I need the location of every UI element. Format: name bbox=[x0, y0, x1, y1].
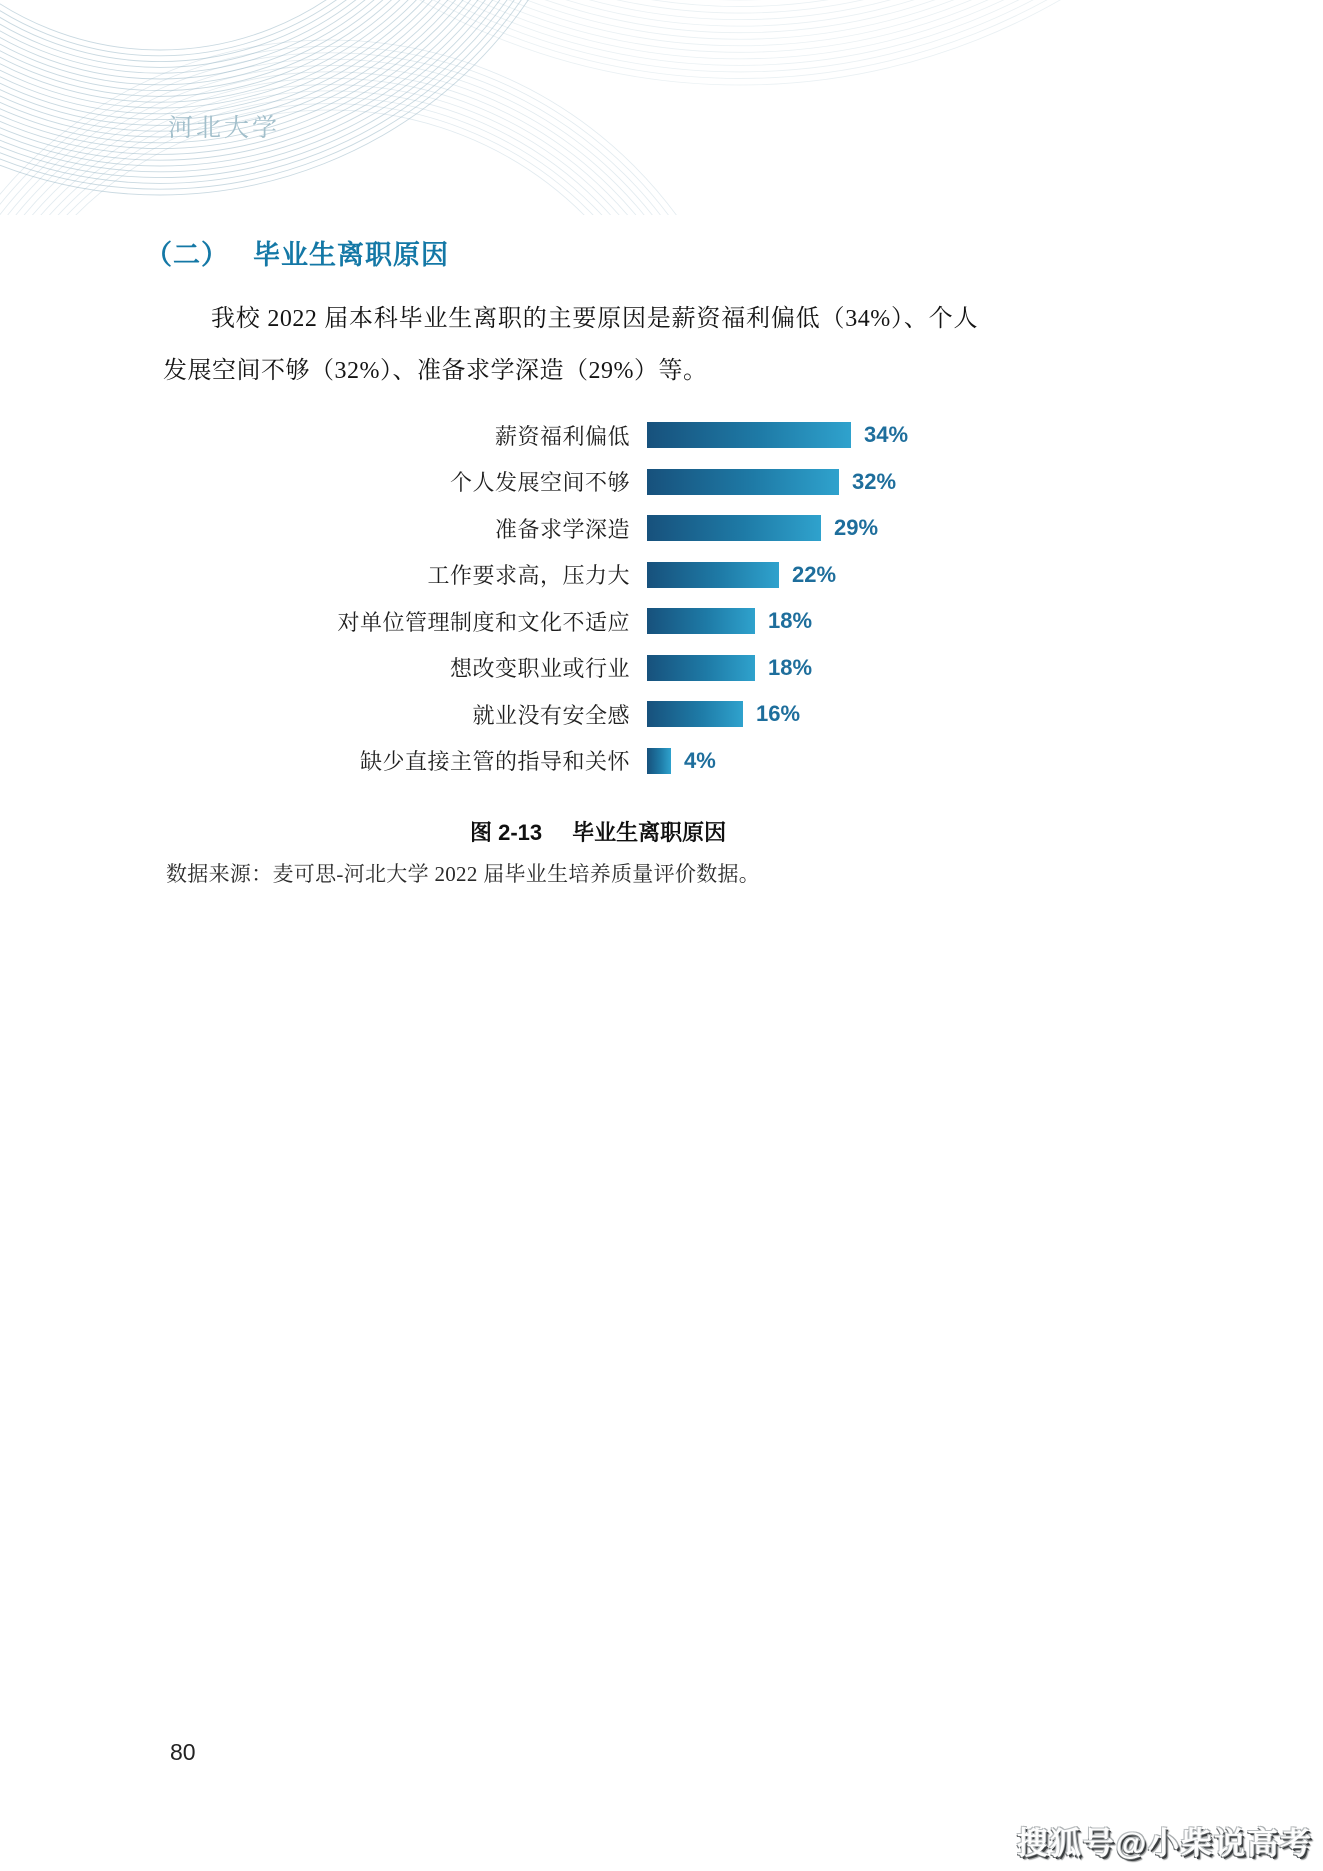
figure-caption bbox=[470, 816, 726, 847]
chart-bar bbox=[647, 701, 743, 727]
page-number: 80 bbox=[170, 1739, 196, 1765]
chart-category-label: 就业没有安全感 bbox=[472, 702, 630, 728]
chart-value-label: 22% bbox=[792, 561, 837, 587]
chart-row bbox=[145, 598, 1175, 645]
chart-bar bbox=[647, 748, 671, 774]
chart-row bbox=[145, 552, 1175, 599]
chart-category-label: 工作要求高，压力大 bbox=[427, 563, 630, 589]
section-number: （二） bbox=[145, 240, 229, 270]
section-title: 毕业生离职原因 bbox=[253, 240, 449, 270]
watermark: 搜狐号@小柴说高考 bbox=[1016, 1826, 1313, 1861]
figure-label: 图 2-13 bbox=[470, 820, 543, 845]
chart-row bbox=[145, 505, 1175, 552]
chart-bar bbox=[647, 608, 755, 634]
chart-value-label: 18% bbox=[768, 608, 813, 634]
chart-row bbox=[145, 412, 1175, 459]
chart-category-label: 想改变职业或行业 bbox=[449, 656, 630, 682]
chart-value-label: 16% bbox=[756, 701, 801, 727]
chart-value-label: 4% bbox=[684, 747, 716, 773]
chart-row bbox=[145, 691, 1175, 738]
chart-bar bbox=[647, 655, 755, 681]
chart-category-label: 对单位管理制度和文化不适应 bbox=[337, 609, 630, 635]
section-heading bbox=[145, 233, 449, 272]
chart-bar bbox=[647, 469, 839, 495]
chart-value-label: 18% bbox=[768, 654, 813, 680]
chart-category-label: 缺少直接主管的指导和关怀 bbox=[359, 749, 630, 775]
chart-row bbox=[145, 645, 1175, 692]
chart-value-label: 34% bbox=[864, 422, 909, 448]
body-paragraph: 我校 2022 届本科毕业生离职的主要原因是薪资福利偏低（34%）、个人发展空间不够（32%）、准备求学深造（29%）等。 bbox=[163, 306, 978, 384]
figure-source: 数据来源：麦可思-河北大学 2022 届毕业生培养质量评价数据。 bbox=[166, 862, 761, 886]
chart-row bbox=[145, 738, 1175, 785]
chart-value-label: 29% bbox=[834, 515, 879, 541]
chart-category-label: 薪资福利偏低 bbox=[494, 423, 630, 449]
chart-bar bbox=[647, 422, 851, 448]
chart-bar bbox=[647, 515, 821, 541]
chart-bar bbox=[647, 562, 779, 588]
bar-chart bbox=[145, 412, 1175, 784]
university-brand-text: 河北大学 bbox=[168, 115, 281, 142]
chart-row bbox=[145, 459, 1175, 506]
chart-category-label: 个人发展空间不够 bbox=[449, 470, 630, 496]
bar-chart-rows bbox=[145, 412, 1175, 784]
chart-value-label: 32% bbox=[852, 468, 897, 494]
figure-title: 毕业生离职原因 bbox=[572, 820, 727, 845]
chart-category-label: 准备求学深造 bbox=[494, 516, 630, 542]
